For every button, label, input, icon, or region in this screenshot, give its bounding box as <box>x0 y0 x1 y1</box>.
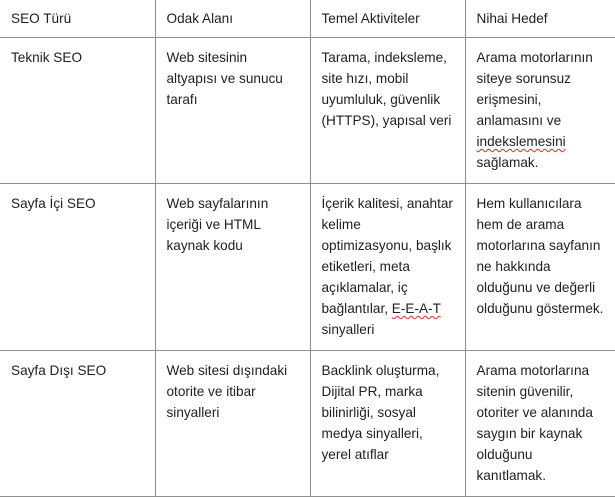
row-final-goal: Hem kullanıcılara hem de arama motorlarına sayfanın ne hakkında olduğunu ve değerli olduğunu göstermek. <box>465 184 615 351</box>
spellcheck-flagged-word[interactable]: indekslemesini <box>476 134 566 149</box>
header-core-activities: Temel Aktiviteler <box>310 0 465 38</box>
header-seo-type: SEO Türü <box>0 0 155 38</box>
table-row <box>0 351 615 497</box>
row-seo-type: Sayfa İçi SEO <box>0 184 155 351</box>
goal-text-start: Arama motorlarının siteye sorunsuz erişmesini, anlamasını ve <box>476 50 593 128</box>
row-core-activities <box>310 184 465 351</box>
row-focus-area: Web sitesi dışındaki otorite ve itibar sinyalleri <box>155 351 310 497</box>
row-focus-area: Web sayfalarının içeriği ve HTML kaynak kodu <box>155 184 310 351</box>
table-header-row <box>0 0 615 38</box>
table-row <box>0 38 615 184</box>
row-final-goal <box>465 38 615 184</box>
row-core-activities: Backlink oluşturma, Dijital PR, marka bilinirliği, sosyal medya sinyalleri, yerel atıflar <box>310 351 465 497</box>
row-core-activities: Tarama, indeksleme, site hızı, mobil uyumluluk, güvenlik (HTTPS), yapısal veri <box>310 38 465 184</box>
row-seo-type: Teknik SEO <box>0 38 155 184</box>
row-final-goal: Arama motorlarına sitenin güvenilir, otoriter ve alanında saygın bir kaynak olduğunu kanıtlamak. <box>465 351 615 497</box>
goal-text-end: sağlamak. <box>476 155 539 170</box>
activities-text-start: İçerik kalitesi, anahtar kelime optimizasyonu, başlık etiketleri, meta açıklamalar, iç bağlantılar, <box>321 196 453 316</box>
row-focus-area: Web sitesinin altyapısı ve sunucu tarafı <box>155 38 310 184</box>
table-row <box>0 184 615 351</box>
row-seo-type: Sayfa Dışı SEO <box>0 351 155 497</box>
header-focus-area: Odak Alanı <box>155 0 310 38</box>
spellcheck-flagged-word[interactable]: E-E-A-T <box>391 301 441 316</box>
activities-text-end: sinyalleri <box>321 322 375 337</box>
header-final-goal: Nihai Hedef <box>465 0 615 38</box>
